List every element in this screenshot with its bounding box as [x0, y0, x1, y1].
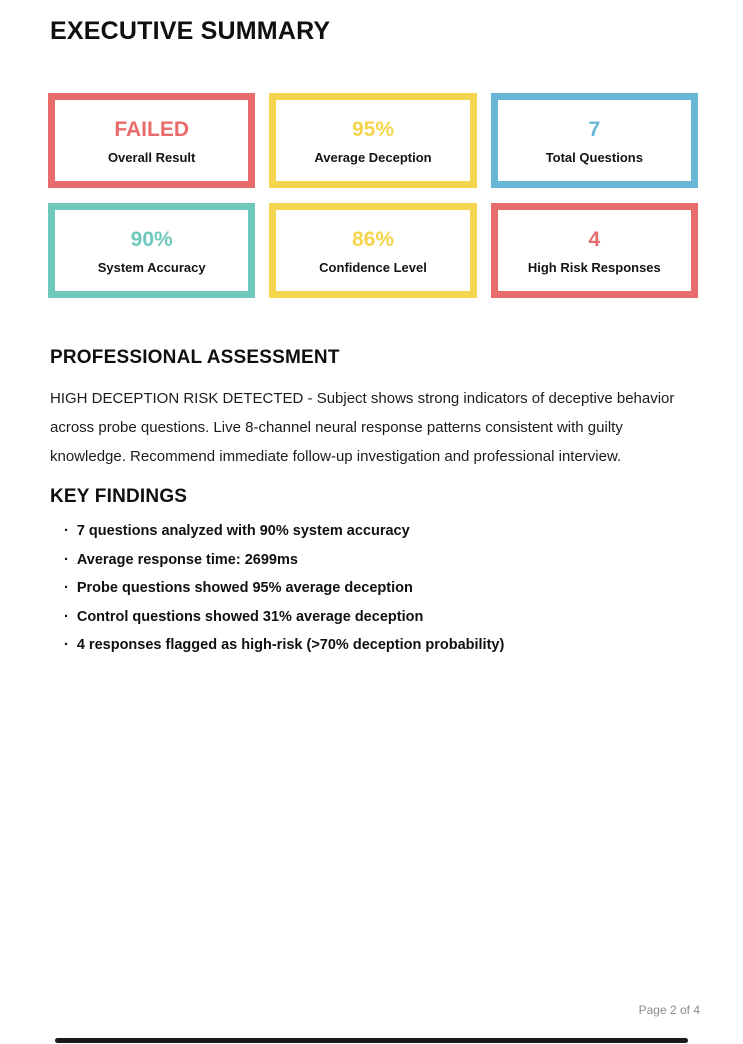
stat-card-label: Overall Result — [107, 150, 196, 165]
professional-assessment-text: HIGH DECEPTION RISK DETECTED - Subject shows strong indicators of deceptive behavior across probe questions. Live 8-channel neural response patterns consistent with guilty knowledge. Recommend immediate follow-up investigation and professional interview. — [50, 390, 675, 465]
key-findings-list — [64, 523, 704, 666]
page-number: Page 2 of 4 — [638, 1003, 700, 1017]
stat-card-value: FAILED — [114, 118, 189, 141]
page-title: EXECUTIVE SUMMARY — [50, 17, 331, 45]
stat-card — [269, 203, 476, 298]
bullet-icon: · — [64, 608, 69, 625]
bullet-icon: · — [64, 580, 69, 596]
finding-text: 7 questions analyzed with 90% system accuracy — [76, 523, 410, 539]
stat-card-label: High Risk Responses — [527, 260, 661, 275]
finding-text: 4 responses flagged as high-risk (>70% deception probability) — [76, 637, 505, 653]
summary-stat-cards — [48, 93, 698, 298]
stat-card — [491, 93, 698, 188]
finding-item — [64, 637, 704, 653]
finding-text: Control questions showed 31% average deception — [76, 608, 424, 625]
stat-card — [491, 203, 698, 298]
stat-card — [48, 203, 255, 298]
finding-text: Probe questions showed 95% average deception — [76, 580, 413, 596]
bullet-icon: · — [64, 551, 69, 568]
bullet-icon: · — [64, 637, 69, 653]
professional-assessment-heading: PROFESSIONAL ASSESSMENT — [50, 347, 340, 368]
stat-card-value: 90% — [130, 228, 173, 251]
finding-text: Average response time: 2699ms — [76, 551, 298, 568]
stat-card-value: 7 — [588, 118, 601, 141]
bullet-icon: · — [64, 523, 69, 539]
page-bottom-bar — [55, 1038, 688, 1043]
finding-item — [64, 609, 704, 625]
stat-card-label: System Accuracy — [97, 260, 206, 275]
finding-item — [64, 580, 704, 596]
stat-card-label: Average Deception — [314, 150, 432, 165]
stat-card-value: 86% — [351, 228, 394, 251]
key-findings-heading: KEY FINDINGS — [50, 486, 188, 507]
stat-card-label: Total Questions — [545, 150, 643, 165]
stat-card-value: 95% — [351, 118, 394, 141]
stat-card-label: Confidence Level — [319, 260, 427, 275]
finding-item — [64, 523, 704, 539]
stat-card — [48, 93, 255, 188]
stat-card — [269, 93, 476, 188]
finding-item — [64, 552, 704, 568]
stat-card-value: 4 — [588, 228, 601, 251]
